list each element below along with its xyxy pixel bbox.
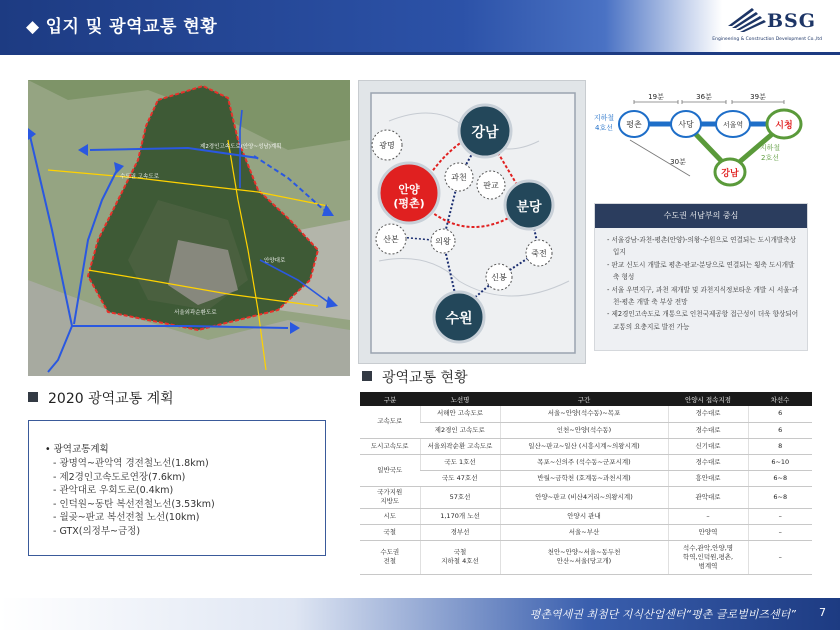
cell-name: 국도 47호선 — [420, 470, 500, 486]
cell-point: 경수대로 — [668, 406, 748, 422]
info-box — [594, 203, 808, 351]
col-header: 구분 — [360, 392, 420, 406]
cell-lanes: – — [748, 508, 812, 524]
time-19: 19분 — [648, 93, 664, 101]
station-pyeongchon: 평촌 — [626, 120, 642, 129]
cell-section: 안양시 관내 — [500, 508, 668, 524]
cell-section: 안양~판교 (비산4거리~의왕시계) — [500, 486, 668, 508]
node-sanbon: 산본 — [383, 235, 399, 244]
cell-group: 수도권 전철 — [360, 540, 420, 574]
node-anyang: 안양 (평촌) — [393, 183, 425, 210]
info-item: - 제2경인고속도로 개통으로 인천국제공항 접근성이 더욱 향상되어 교통의 요충지로 발전 가능 — [607, 310, 799, 331]
cell-section: 서울~안양(석수동)~목포 — [500, 406, 668, 422]
plan-intro: • 광역교통계획 — [45, 444, 109, 455]
cell-point: 석수,관악,안양,명 학역,인덕원,평촌, 범계역 — [668, 540, 748, 574]
cell-section: 일산~판교~일산 (시흥시계~의왕시계) — [500, 438, 668, 454]
subway-diagram — [590, 86, 820, 198]
traffic-heading — [362, 367, 468, 387]
cell-name: 서해안 고속도로 — [420, 406, 500, 422]
cell-point: 안양역 — [668, 524, 748, 540]
node-gwangmyeong: 광명 — [379, 141, 395, 150]
cell-point: 경수대로 — [668, 454, 748, 470]
logo-text: BSG — [766, 10, 816, 32]
cell-name: 57호선 — [420, 486, 500, 508]
map-label-ring-road: 서울외곽순환도로 — [174, 310, 217, 316]
station-seoul: 서울역 — [722, 121, 744, 129]
cell-name: 1,170개 노선 — [420, 508, 500, 524]
node-pangyo: 판교 — [483, 181, 499, 190]
plan-item: - 광명역~관악역 경전철노선(1.8km) — [53, 458, 209, 469]
diamond-icon: ◆ — [26, 17, 40, 37]
plan-item: - 제2경인고속도로연장(7.6km) — [53, 471, 186, 483]
info-item: - 서울 우면지구, 과천 재개발 및 과천지식정보타운 개발 시 서울-과천-평촌 개발 축 부상 전망 — [607, 285, 799, 307]
page-title-text: 입지 및 광역교통 현황 — [45, 17, 218, 37]
table-header-row — [360, 392, 812, 406]
node-jukjeon: 죽전 — [531, 249, 547, 258]
table-row — [360, 524, 812, 540]
page-title — [26, 12, 217, 37]
traffic-table — [360, 392, 812, 575]
cell-lanes: 6~10 — [748, 454, 812, 470]
plan-heading — [28, 388, 174, 408]
square-bullet-icon — [362, 371, 372, 381]
map-label-2nd-gyeongin: 제2경인고속도로(안양~성남)계획 — [200, 144, 282, 150]
col-header: 노선명 — [420, 392, 500, 406]
cell-name: 경부선 — [420, 524, 500, 540]
line4-label — [594, 113, 615, 132]
cell-name: 제2경인 고속도로 — [420, 422, 500, 438]
plan-item: - 인덕원~동탄 복선전철노선(3.53km) — [53, 498, 215, 510]
table-row — [360, 508, 812, 524]
node-uiwang: 의왕 — [435, 237, 451, 246]
map-label-anyang-daero: 안양대로 — [264, 258, 286, 264]
cell-name: 국철 지하철 4호선 — [420, 540, 500, 574]
svg-text:지하철: 지하철 — [593, 114, 615, 122]
traffic-heading-text: 광역교통 현황 — [382, 370, 468, 386]
table-row — [360, 454, 812, 470]
info-item: - 서울강남-과천-평촌(안양)-의왕-수원으로 연결되는 도시개발축상 입지 — [607, 236, 796, 257]
cell-section: 서울~부산 — [500, 524, 668, 540]
plan-list — [53, 457, 215, 539]
cell-lanes: 6~8 — [748, 486, 812, 508]
square-bullet-icon — [28, 392, 38, 402]
info-title: 수도권 서남부의 중심 — [595, 204, 807, 228]
info-list — [595, 228, 807, 333]
svg-text:2호선: 2호선 — [761, 154, 779, 162]
plan-heading-text: 2020 광역교통 계획 — [48, 391, 174, 407]
table-row — [360, 486, 812, 508]
cell-group: 고속도로 — [360, 406, 420, 438]
table-row — [360, 422, 812, 438]
svg-text:지하철: 지하철 — [759, 144, 781, 152]
station-sadang: 사당 — [678, 120, 694, 129]
node-suwon: 수원 — [445, 311, 473, 327]
cell-name: 국도 1호선 — [420, 454, 500, 470]
node-gangnam: 강남 — [471, 125, 499, 141]
time-30: 30분 — [670, 158, 686, 166]
footer-text: 평촌역세권 최첨단 지식산업센터“평촌 글로벌비즈센터” — [529, 608, 796, 621]
regional-map — [358, 80, 586, 364]
cell-point: 흥안대로 — [668, 470, 748, 486]
table-row — [360, 470, 812, 486]
node-gwacheon: 과천 — [451, 173, 467, 182]
node-sinbong: 신봉 — [491, 273, 507, 282]
svg-text:4호선: 4호선 — [595, 124, 613, 132]
company-logo — [712, 4, 830, 48]
info-item: - 판교 신도시 개발로 평촌-판교-분당으로 연결되는 횡축 도시개발축 형성 — [607, 260, 795, 282]
cell-lanes: – — [748, 540, 812, 574]
cell-group: 일반국도 — [360, 454, 420, 486]
station-gangnam: 강남 — [721, 169, 739, 179]
cell-point: 신기대로 — [668, 438, 748, 454]
col-header: 차선수 — [748, 392, 812, 406]
cell-section: 인천~안양(석수동) — [500, 422, 668, 438]
cell-group: 국가지원 지방도 — [360, 486, 420, 508]
col-header: 구간 — [500, 392, 668, 406]
footer-bar — [0, 598, 840, 630]
map-label-expressway: 수도권 고속도로 — [120, 174, 159, 180]
cell-group: 시도 — [360, 508, 420, 524]
cell-section: 천안~안양~서울~동두천 안산~서울(당고개) — [500, 540, 668, 574]
header-underline — [0, 52, 840, 55]
logo-subtitle: Engineering & Construction Development Co.,ltd — [712, 37, 822, 42]
time-36: 36분 — [696, 93, 712, 101]
cell-section: 목포~신의주 (석수동~군포시계) — [500, 454, 668, 470]
cell-lanes: – — [748, 524, 812, 540]
cell-name: 서울외곽순환 고속도로 — [420, 438, 500, 454]
cell-lanes: 6 — [748, 422, 812, 438]
plan-item: - 관악대로 우회도로(0.4km) — [53, 485, 174, 497]
plan-item: - 월곶~판교 복선전철 노선(10km) — [53, 512, 200, 524]
table-row — [360, 540, 812, 574]
cell-section: 반월~금학천 (호계동~과천시계) — [500, 470, 668, 486]
cell-point: 경수대로 — [668, 422, 748, 438]
cell-lanes: 6 — [748, 406, 812, 422]
aerial-map — [28, 80, 350, 376]
header-bar — [0, 0, 840, 52]
cell-lanes: 6~8 — [748, 470, 812, 486]
cell-point: 관악대로 — [668, 486, 748, 508]
page-number: 7 — [819, 606, 826, 619]
time-39: 39분 — [750, 93, 766, 101]
station-cityhall: 시청 — [775, 121, 793, 131]
node-bundang: 분당 — [516, 200, 542, 215]
col-header: 안양시 접속지점 — [668, 392, 748, 406]
table-row — [360, 406, 812, 422]
line2-label — [760, 143, 781, 162]
cell-lanes: 8 — [748, 438, 812, 454]
table-row — [360, 438, 812, 454]
cell-group: 도시고속도로 — [360, 438, 420, 454]
plan-box — [28, 420, 326, 556]
cell-group: 국철 — [360, 524, 420, 540]
cell-point: – — [668, 508, 748, 524]
plan-item: - GTX(의정부~금정) — [53, 525, 141, 537]
